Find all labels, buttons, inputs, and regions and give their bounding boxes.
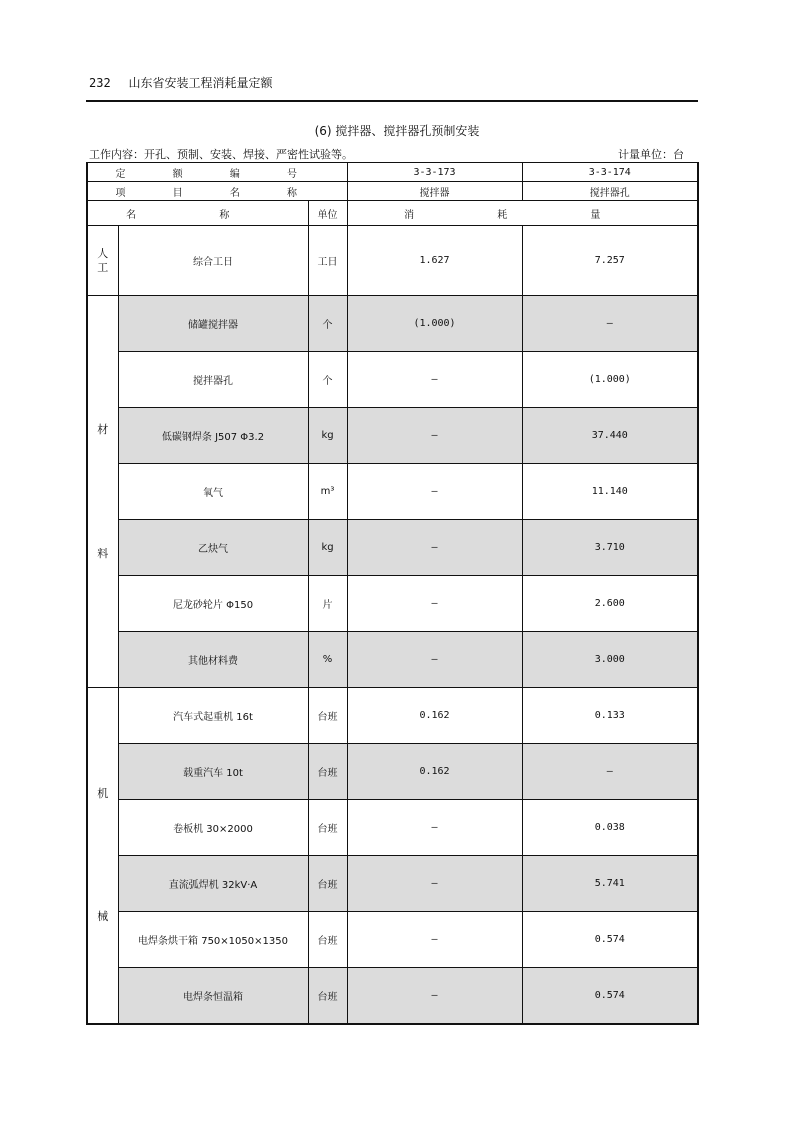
item-unit: kg: [308, 408, 347, 464]
item-unit: 个: [308, 296, 347, 352]
value-174: 37.440: [522, 408, 698, 464]
item-unit: 工日: [308, 226, 347, 296]
section-title: (6) 搅拌器、搅拌器孔预制安装: [314, 124, 480, 138]
quota-code-1: 3-3-173: [347, 163, 522, 182]
table-row: [87, 408, 698, 464]
item-name: 直流弧焊机 32kV·A: [118, 856, 308, 912]
item-name: 氧气: [118, 464, 308, 520]
item-unit: 台班: [308, 856, 347, 912]
item-name: 储罐搅拌器: [118, 296, 308, 352]
value-173: —: [347, 520, 522, 576]
item-name: 卷板机 30×2000: [118, 800, 308, 856]
value-174: 11.140: [522, 464, 698, 520]
work-content: 工作内容：开孔、预制、安装、焊接、严密性试验等。: [89, 148, 353, 161]
value-173: —: [347, 352, 522, 408]
item-unit: 片: [308, 576, 347, 632]
table-row: [87, 744, 698, 800]
value-173: —: [347, 968, 522, 1024]
value-173: —: [347, 912, 522, 968]
page-number: 232: [89, 76, 111, 90]
col-name-header: 名 称: [87, 201, 308, 226]
item-unit: 台班: [308, 688, 347, 744]
value-174: 3.710: [522, 520, 698, 576]
item-unit: %: [308, 632, 347, 688]
table-row: [87, 856, 698, 912]
item-name: 尼龙砂轮片 Φ150: [118, 576, 308, 632]
value-174: (1.000): [522, 352, 698, 408]
item-unit: 台班: [308, 968, 347, 1024]
value-174: 7.257: [522, 226, 698, 296]
item-name: 电焊条恒温箱: [118, 968, 308, 1024]
value-174: 0.574: [522, 912, 698, 968]
project-name-2: 搅拌器孔: [522, 182, 698, 201]
table-row: [87, 520, 698, 576]
col-unit-header: 单位: [308, 201, 347, 226]
book-title: 山东省安装工程消耗量定额: [128, 76, 273, 90]
item-name: 乙炔气: [118, 520, 308, 576]
value-174: 0.133: [522, 688, 698, 744]
table-row: [87, 632, 698, 688]
item-unit: 个: [308, 352, 347, 408]
value-174: 3.000: [522, 632, 698, 688]
column-header-row: [87, 201, 698, 226]
value-173: 0.162: [347, 688, 522, 744]
value-174: 0.574: [522, 968, 698, 1024]
item-unit: kg: [308, 520, 347, 576]
table-row: [87, 688, 698, 744]
value-173: —: [347, 800, 522, 856]
col-consumption-header: 消 耗 量: [347, 201, 698, 226]
item-name: 综合工日: [118, 226, 308, 296]
measurement-unit: 计量单位：台: [618, 148, 684, 161]
item-unit: 台班: [308, 744, 347, 800]
item-unit: 台班: [308, 800, 347, 856]
quota-code-2: 3-3-174: [522, 163, 698, 182]
table-row: [87, 576, 698, 632]
table-row: [87, 464, 698, 520]
table-row: [87, 226, 698, 296]
item-name: 搅拌器孔: [118, 352, 308, 408]
project-name-1: 搅拌器: [347, 182, 522, 201]
header-rule: [86, 100, 698, 102]
running-header: [89, 74, 273, 91]
value-173: —: [347, 408, 522, 464]
item-name: 其他材料费: [118, 632, 308, 688]
category-machinery: 机 械: [87, 688, 118, 1024]
category-labor: 人 工: [87, 226, 118, 296]
value-174: 2.600: [522, 576, 698, 632]
value-174: —: [522, 744, 698, 800]
category-materials: 材 料: [87, 296, 118, 688]
item-name: 载重汽车 10t: [118, 744, 308, 800]
table-row: [87, 352, 698, 408]
table-row: [87, 968, 698, 1024]
table-row: [87, 800, 698, 856]
item-name: 低碳钢焊条 J507 Φ3.2: [118, 408, 308, 464]
value-173: (1.000): [347, 296, 522, 352]
value-173: —: [347, 632, 522, 688]
project-name-label: 项 目 名 称: [87, 182, 347, 201]
table-row: [87, 296, 698, 352]
value-174: 0.038: [522, 800, 698, 856]
quota-code-label: 定 额 编 号: [87, 163, 347, 182]
value-173: —: [347, 576, 522, 632]
value-174: 5.741: [522, 856, 698, 912]
value-173: 0.162: [347, 744, 522, 800]
item-name: 电焊条烘干箱 750×1050×1350: [118, 912, 308, 968]
value-174: —: [522, 296, 698, 352]
item-name: 汽车式起重机 16t: [118, 688, 308, 744]
item-unit: m³: [308, 464, 347, 520]
value-173: —: [347, 464, 522, 520]
quota-code-row: [87, 163, 698, 182]
project-name-row: [87, 182, 698, 201]
value-173: 1.627: [347, 226, 522, 296]
table-row: [87, 912, 698, 968]
item-unit: 台班: [308, 912, 347, 968]
quota-table: [86, 162, 699, 1025]
value-173: —: [347, 856, 522, 912]
